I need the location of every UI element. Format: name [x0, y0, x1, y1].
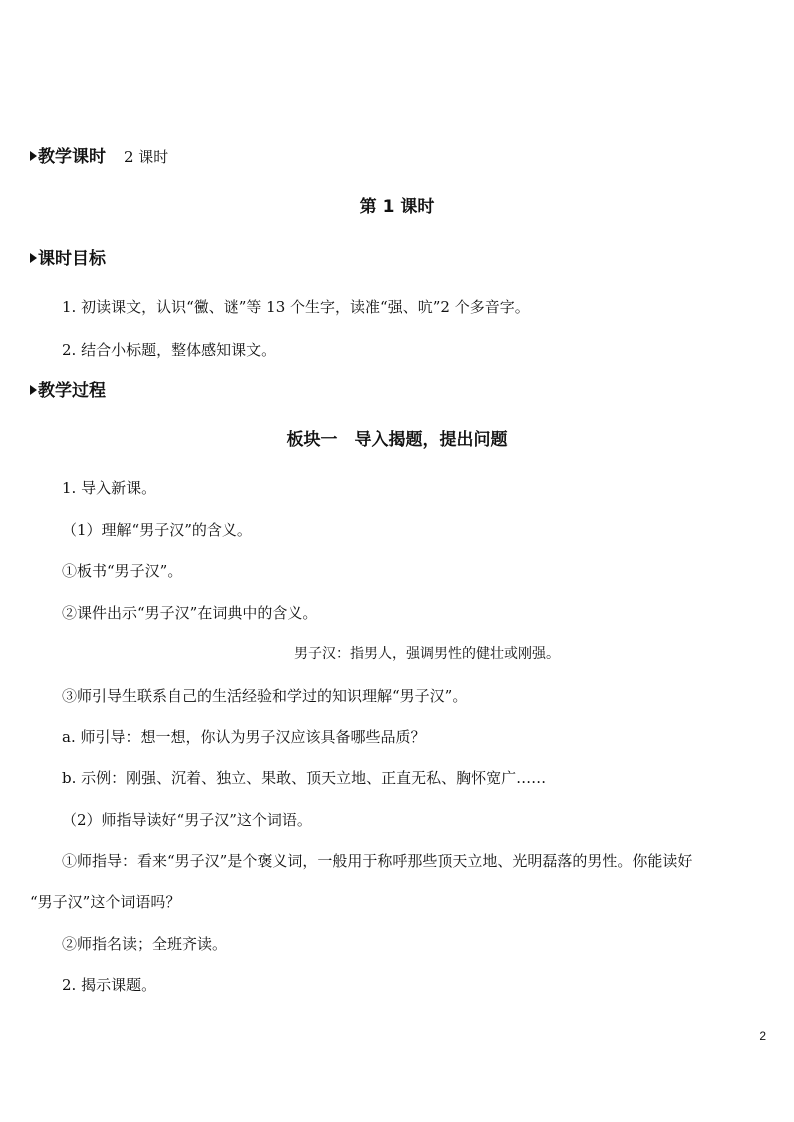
triangle-marker-icon: [30, 385, 37, 395]
process-line: b. 示例：刚强、沉着、独立、果敢、顶天立地、正直无私、胸怀宽广……: [62, 769, 547, 787]
objectives-label: 课时目标: [38, 249, 106, 269]
process-line: ①师指导：看来“男子汉”是个褒义词，一般用于称呼那些顶天立地、光明磊落的男性。你能读好: [62, 852, 693, 870]
process-line: “男子汉”这个词语吗？: [30, 893, 181, 911]
triangle-marker-icon: [30, 151, 37, 161]
teaching-hours-heading: [30, 146, 168, 168]
process-line: ②师指名读；全班齐读。: [62, 935, 228, 953]
process-label: 教学过程: [38, 381, 106, 401]
process-line: ②课件出示“男子汉”在词典中的含义。: [62, 604, 318, 622]
teaching-hours-label: 教学课时: [38, 147, 106, 167]
process-line: ③师引导生联系自己的生活经验和学过的知识理解“男子汉”。: [62, 687, 468, 705]
objective-item-2: 2. 结合小标题，整体感知课文。: [62, 341, 277, 359]
page-number: 2: [759, 1029, 766, 1043]
teaching-hours-value: 2 课时: [124, 148, 169, 166]
triangle-marker-icon: [30, 253, 37, 263]
objectives-heading: [30, 248, 106, 270]
process-line: ①板书“男子汉”。: [62, 562, 183, 580]
block-title: 板块一 导入揭题，提出问题: [286, 430, 508, 450]
process-line: （2）师指导读好“男子汉”这个词语。: [62, 811, 312, 829]
process-line: 2. 揭示课题。: [62, 976, 157, 994]
process-line: a. 师引导：想一想，你认为男子汉应该具备哪些品质？: [62, 728, 426, 746]
dictionary-definition: 男子汉：指男人，强调男性的健壮或刚强。: [294, 646, 560, 662]
objective-item-1: 1. 初读课文，认识“黴、谜”等 13 个生字，读准“强、吭”2 个多音字。: [62, 298, 530, 316]
process-heading: [30, 380, 106, 402]
lesson-title: 第 1 课时: [359, 197, 435, 217]
process-line: 1. 导入新课。: [62, 479, 157, 497]
process-line: （1）理解“男子汉”的含义。: [62, 521, 252, 539]
